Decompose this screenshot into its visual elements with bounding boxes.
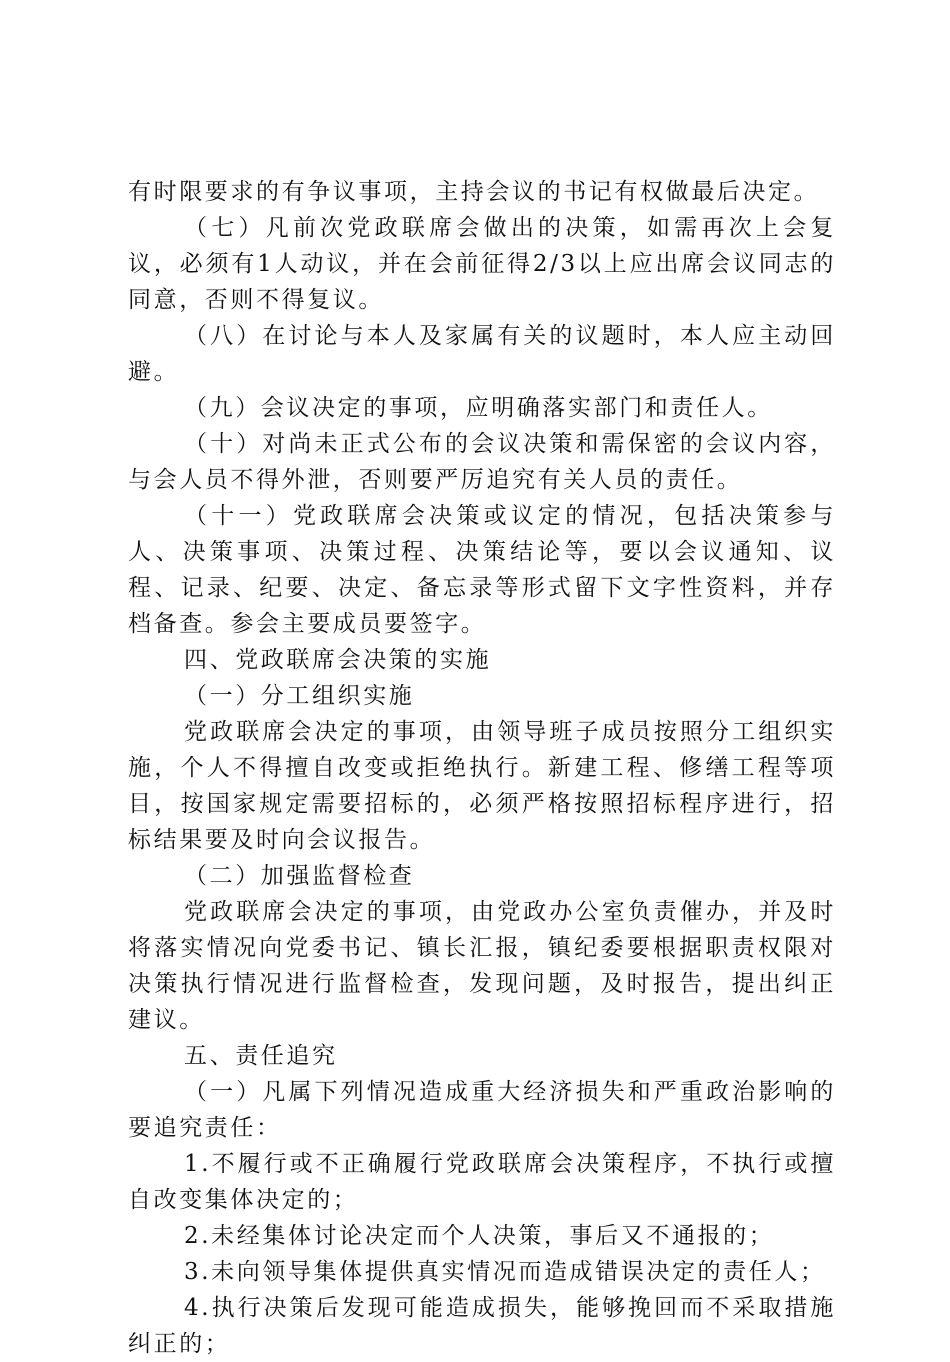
list-item-4: 4.执行决策后发现可能造成损失，能够挽回而不采取措施纠正的；	[128, 1295, 836, 1357]
paragraph-item-7: （七）凡前次党政联席会做出的决策，如需再次上会复议，必须有1人动议，并在会前征得2/3以上应出席会议同志的同意，否则不得复议。	[128, 215, 836, 313]
paragraph-continuation: 有时限要求的有争议事项，主持会议的书记有权做最后决定。	[128, 179, 820, 205]
subsection-heading-4-2: （二）加强监督检查	[184, 863, 415, 889]
paragraph-4-1: 党政联席会决定的事项，由领导班子成员按照分工组织实施，个人不得擅自改变或拒绝执行。新建工程、修缮工程等项目，按国家规定需要招标的，必须严格按照招标程序进行，招标结果要及时向会议报告。	[128, 719, 836, 853]
paragraph-4-2: 党政联席会决定的事项，由党政办公室负责催办，并及时将落实情况向党委书记、镇长汇报，镇纪委要根据职责权限对决策执行情况进行监督检查，发现问题，及时报告，提出纠正建议。	[128, 899, 836, 1033]
list-item-1: 1.不履行或不正确履行党政联席会决策程序，不执行或擅自改变集体决定的；	[128, 1151, 836, 1213]
list-item-3: 3.未向领导集体提供真实情况而造成错误决定的责任人；	[184, 1259, 826, 1285]
paragraph-item-10: （十）对尚未正式公布的会议决策和需保密的会议内容，与会人员不得外泄，否则要严厉追究有关人员的责任。	[128, 431, 836, 493]
document-body	[128, 174, 836, 1362]
section-heading-5: 五、责任追究	[184, 1043, 338, 1069]
subsection-heading-4-1: （一）分工组织实施	[184, 683, 415, 709]
list-item-2: 2.未经集体讨论决定而个人决策，事后又不通报的；	[184, 1223, 775, 1249]
paragraph-item-9: （九）会议决定的事项，应明确落实部门和责任人。	[184, 395, 773, 421]
paragraph-item-11: （十一）党政联席会决策或议定的情况，包括决策参与人、决策事项、决策过程、决策结论等，要以会议通知、议程、记录、纪要、决定、备忘录等形式留下文字性资料，并存档备查。参会主要成员要签字。	[128, 503, 836, 637]
section-heading-4: 四、党政联席会决策的实施	[184, 647, 492, 673]
paragraph-item-8: （八）在讨论与本人及家属有关的议题时，本人应主动回避。	[128, 323, 836, 385]
paragraph-5-1: （一）凡属下列情况造成重大经济损失和严重政治影响的要追究责任：	[128, 1079, 836, 1141]
